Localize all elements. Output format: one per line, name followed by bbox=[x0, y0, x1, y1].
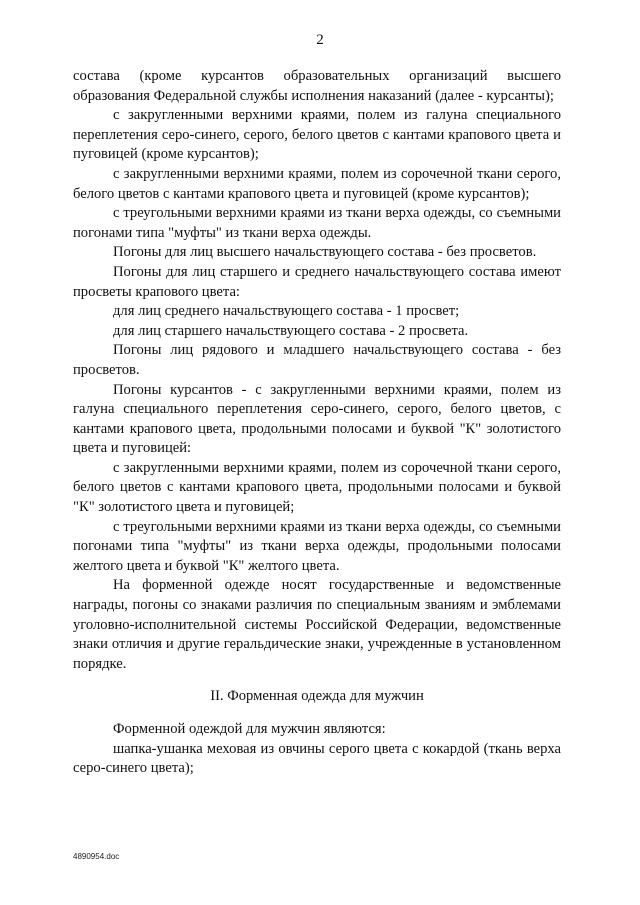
paragraph: с треугольными верхними краями из ткани верха одежды, со съемными погонами типа "муфты" из ткани верха одежды. bbox=[73, 205, 561, 241]
paragraph: с закругленными верхними краями, полем из сорочечной ткани серого, белого цветов с кантами крапового цвета, продольными полосами и буквой "К" золотистого цвета и пуговицей; bbox=[73, 459, 561, 516]
paragraph: состава (кроме курсантов образовательных организаций высшего образования Федеральной службы исполнения наказаний (далее - курсанты); bbox=[73, 68, 561, 104]
paragraph: Погоны для лиц высшего начальствующего состава - без просветов. bbox=[113, 244, 537, 261]
footer-filename: 4890954.doc bbox=[73, 852, 120, 861]
paragraph: для лиц старшего начальствующего состава - 2 просвета. bbox=[113, 322, 469, 339]
page-number: 2 bbox=[316, 32, 324, 48]
paragraph: Погоны курсантов - с закругленными верхними краями, полем из галуна специального переплетения серо-синего, серого, белого цветов, с кантами крапового цвета, продольными полосами и буквой "К" золотистого цвета и пуговицей: bbox=[73, 381, 561, 457]
paragraph: Погоны для лиц старшего и среднего начальствующего состава имеют просветы крапового цвета: bbox=[73, 263, 561, 300]
paragraph: с закругленными верхними краями, полем из сорочечной ткани серого, белого цветов с кантами крапового цвета и пуговицей (кроме курсантов); bbox=[73, 165, 561, 202]
paragraph: с треугольными верхними краями из ткани верха одежды, со съемными погонами типа "муфты" из ткани верха одежды, продольными полосами желтого цвета и буквой "К" желтого цвета. bbox=[73, 518, 561, 574]
paragraph: Погоны лиц рядового и младшего начальствующего состава - без просветов. bbox=[73, 342, 561, 378]
paragraph: Форменной одеждой для мужчин являются: bbox=[113, 721, 386, 737]
document-body bbox=[73, 67, 561, 779]
paragraph: На форменной одежде носят государственные и ведомственные награды, погоны со знаками различия по специальным званиям и эмблемами уголовно-исполнительной системы Российской Федерации, ведомственные знаки отличия и другие геральдические знаки, учрежденные в установленном порядке. bbox=[73, 577, 561, 672]
paragraph: шапка-ушанка меховая из овчины серого цвета с кокардой (ткань верха серо-синего цвета); bbox=[73, 740, 561, 777]
paragraph: для лиц среднего начальствующего состава - 1 просвет; bbox=[113, 303, 460, 320]
section-heading: II. Форменная одежда для мужчин bbox=[210, 688, 424, 705]
paragraph: с закругленными верхними краями, полем из галуна специального переплетения серо-синего, серого, белого цветов с кантами крапового цвета и пуговицей (кроме курсантов); bbox=[73, 107, 561, 163]
